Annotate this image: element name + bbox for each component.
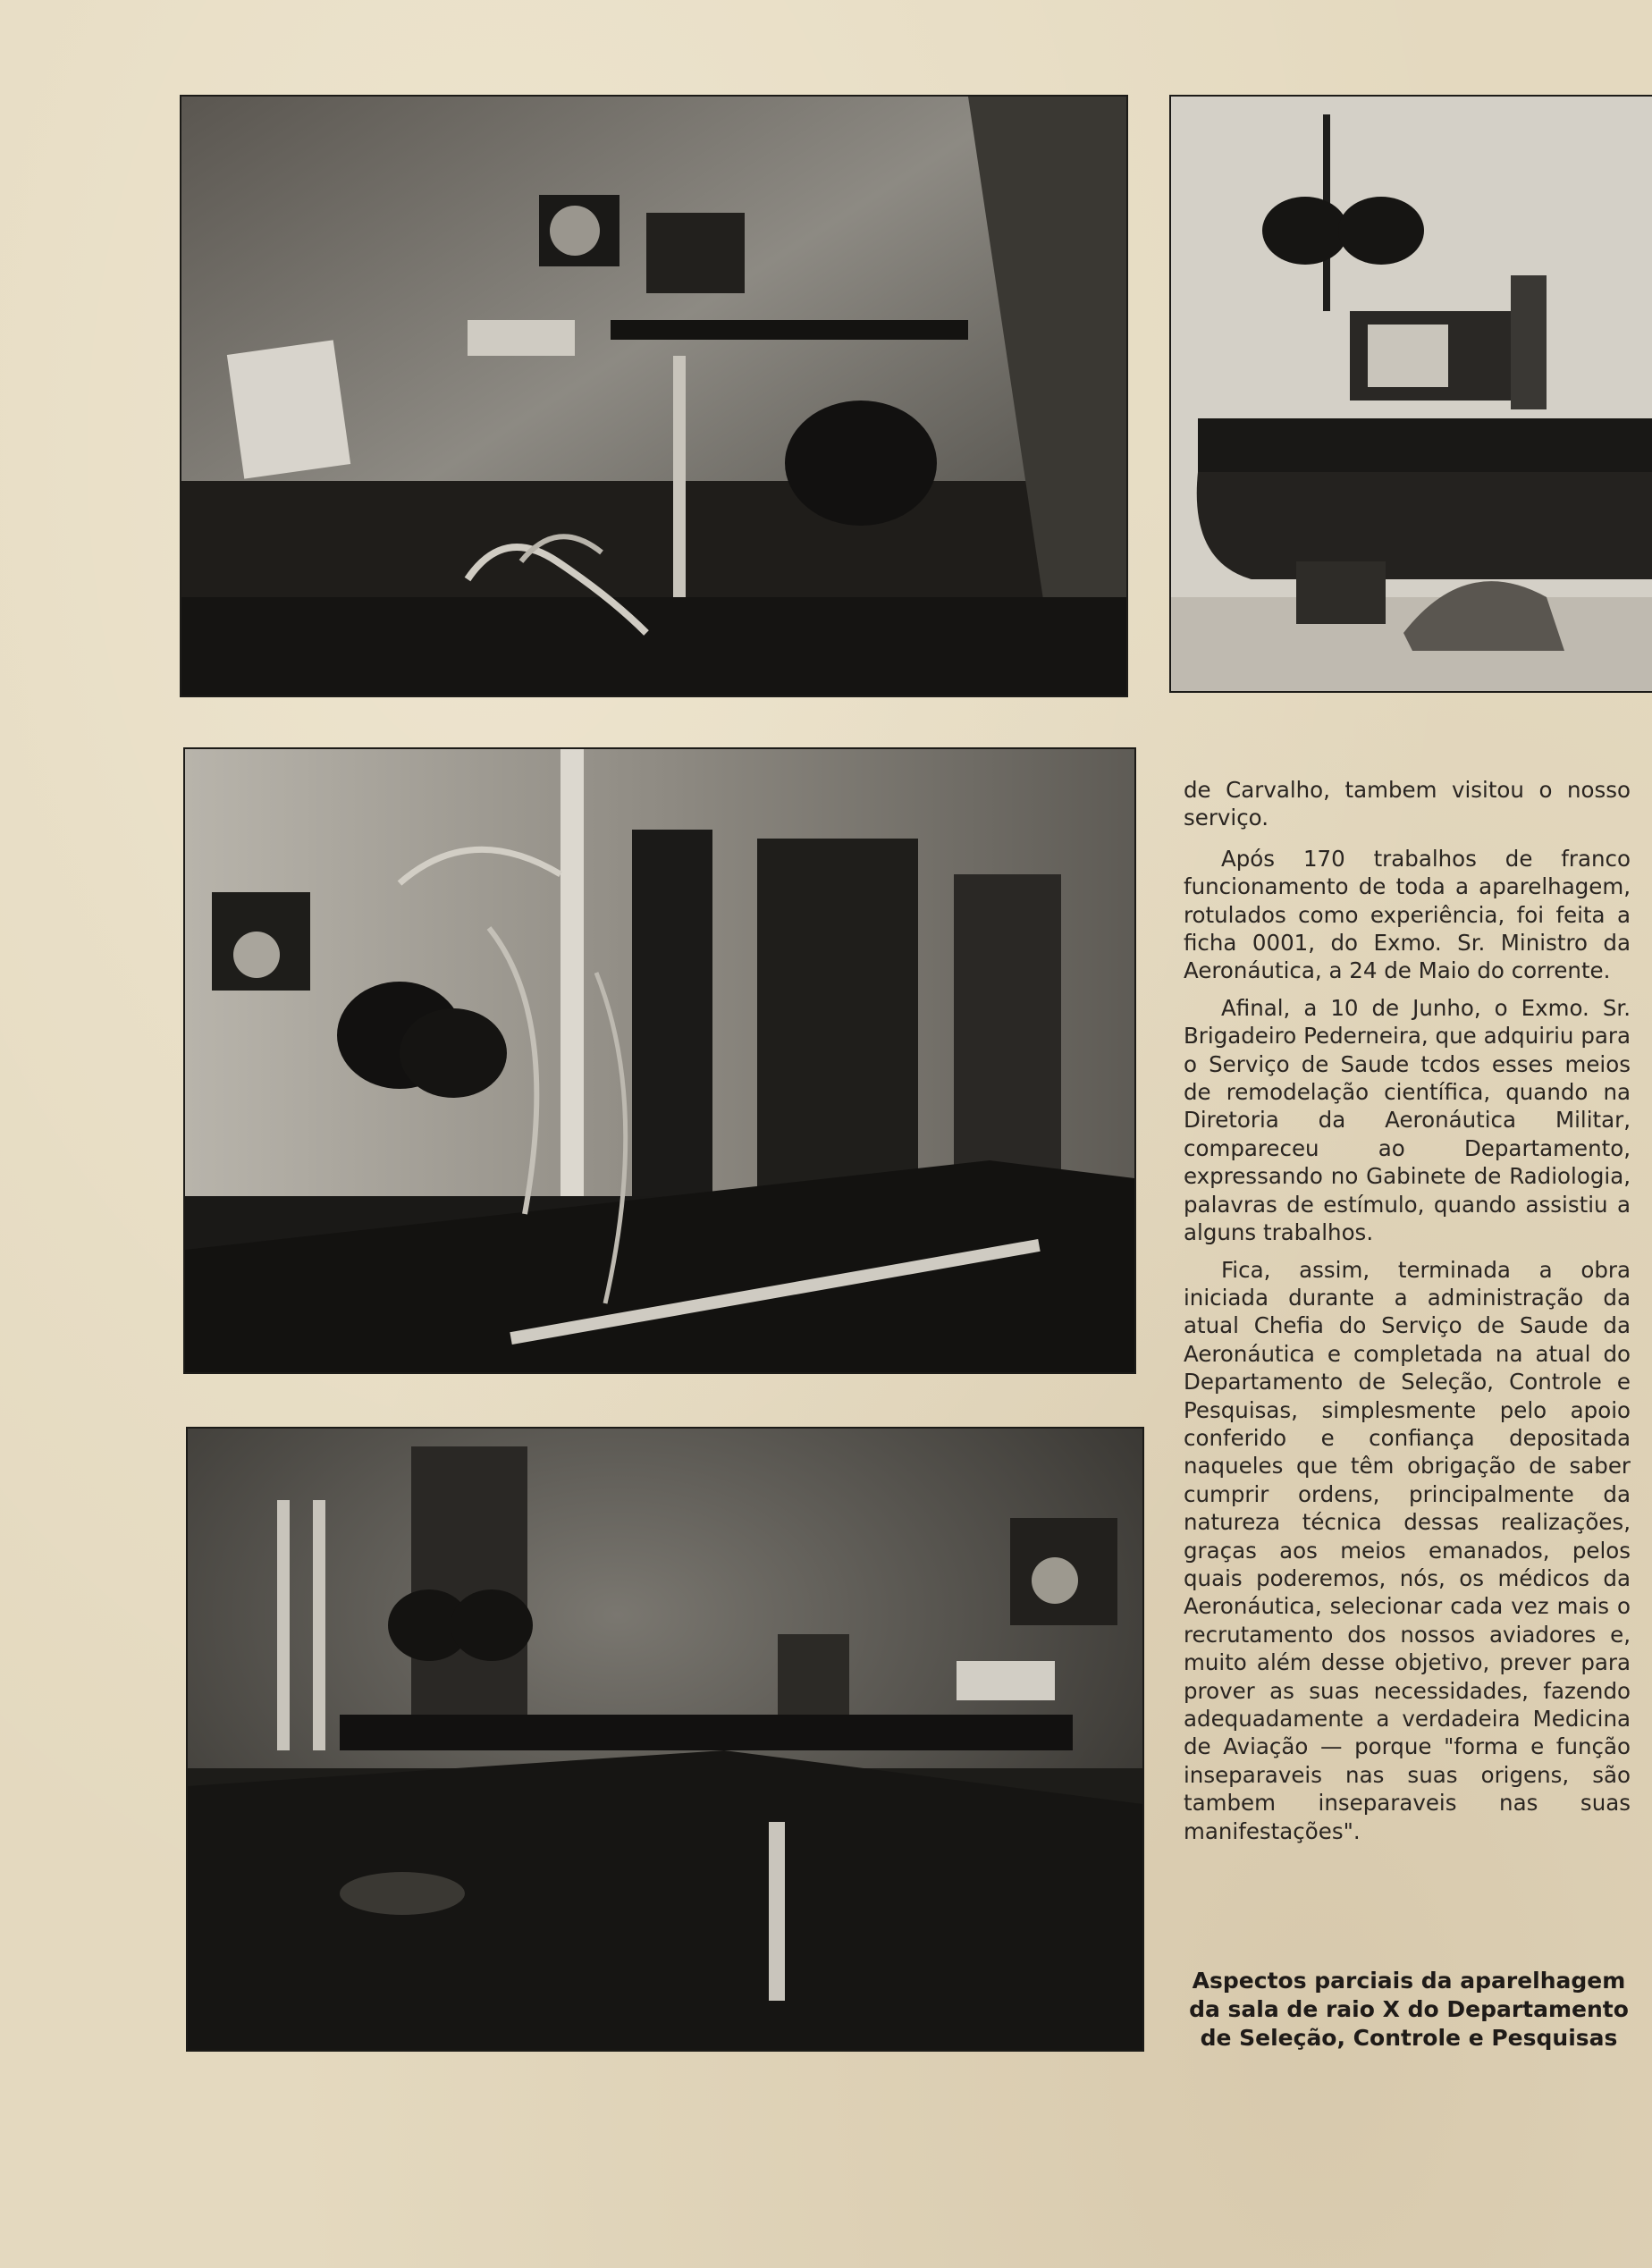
photo-caption: Aspectos parciais da aparelhagem da sala de raio X do Departamento de Seleção, Controle e Pesquisas <box>1189 1968 1629 2051</box>
photo-xray-table-image <box>1171 97 1652 691</box>
article-paragraph: de Carvalho, tambem visitou o nosso serviço. <box>1184 777 1631 831</box>
photo-xray-apparatus-side-image <box>185 749 1134 1372</box>
photo-xray-apparatus-side <box>185 749 1134 1372</box>
article-paragraph: Fica, assim, terminada a obra iniciada durante a administração da atual Chefia do Serviço de Saude da Aeronáutica e completada na atual do Departamento de Seleção, Controle e Pesquisas, simplesmente pelo apoio conferido e confiança depositada naqueles que têm obrigação de saber cumprir ordens, principalmente da natureza técnica dessas realizações, graças aos meios emanados, pelos quais poderemos, nós, os médicos da Aeronáutica, selecionar cada vez mais o recrutamento dos nossos aviadores e, muito além desse objetivo, prever para prover as suas necessidades, fazendo adequadamente a verdadeira Medicina de Aviação — porque "forma e função inseparaveis nas suas origens, são tambem inseparaveis nas suas manifestações". <box>1184 1256 1631 1844</box>
article-paragraph: Afinal, a 10 de Junho, o Exmo. Sr. Brigadeiro Pederneira, que adquiriu para o Serviço de Saude tcdos esses meios de remodelação científica, quando na Diretoria da Aeronáutica Militar, compareceu ao Departamento, expressando no Gabinete de Radiologia, palavras de estímulo, quando assistiu a alguns trabalhos. <box>1184 994 1631 1246</box>
photo-xray-table <box>1171 97 1652 691</box>
photo-xray-room-overview-image <box>181 97 1126 696</box>
photo-xray-room-overview <box>181 97 1126 696</box>
article-paragraph: Após 170 trabalhos de franco funcionamento de toda a aparelhagem, rotulados como experiência, foi feita a ficha 0001, do Exmo. Sr. Ministro da Aeronáutica, a 24 de Maio do corrente. <box>1184 845 1631 984</box>
photo-xray-room-wide-image <box>188 1429 1142 2050</box>
article-text <box>1184 776 1631 1854</box>
photo-xray-room-wide <box>188 1429 1142 2050</box>
